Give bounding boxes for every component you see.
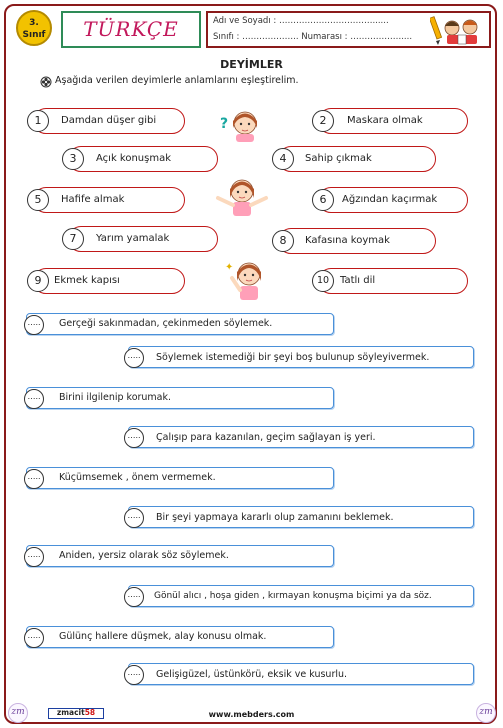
class-number-field[interactable]: Sınıfı : ……………….. Numarası : ………………....	[213, 32, 413, 42]
badge-number: 58	[84, 708, 96, 717]
grade-label: Sınıf	[22, 30, 46, 40]
page-title: DEYİMLER	[220, 58, 283, 71]
idiom-text-7: Yarım yamalak	[96, 233, 170, 244]
svg-text:?: ?	[220, 116, 229, 132]
footer-url[interactable]: www.mebders.com	[208, 710, 295, 719]
idiom-text-10: Tatlı dil	[340, 275, 376, 286]
idiom-number-1: 1	[27, 110, 49, 132]
answer-blank-3[interactable]: …..	[24, 389, 44, 409]
girl-shrugging-icon	[210, 176, 274, 218]
answer-blank-9[interactable]: …..	[24, 628, 44, 648]
idiom-text-3: Açık konuşmak	[96, 153, 172, 164]
name-field[interactable]: Adı ve Soyadı : ……………………………......	[213, 16, 389, 26]
instruction-text: Aşağıda verilen deyimlerle anlamlarını eşleştirelim.	[55, 75, 299, 86]
meaning-text-2: Söylemek istemediği bir şeyi boş bulunup söyleyivermek.	[156, 352, 430, 363]
badge-prefix: zmacit	[56, 708, 85, 717]
corner-mark-left: zm	[8, 703, 28, 723]
idiom-number-5: 5	[27, 189, 49, 211]
corner-mark-right: zm	[476, 703, 496, 723]
idiom-text-5: Hafife almak	[61, 194, 125, 205]
idiom-number-8: 8	[272, 230, 294, 252]
girl-thinking-icon	[218, 108, 264, 142]
answer-blank-10[interactable]: …..	[124, 665, 144, 685]
idiom-number-7: 7	[62, 228, 84, 250]
idiom-text-8: Kafasına koymak	[305, 235, 390, 246]
idiom-text-6: Ağzından kaçırmak	[342, 194, 438, 205]
idiom-number-2: 2	[312, 110, 334, 132]
idiom-text-9: Ekmek kapısı	[54, 275, 120, 286]
answer-blank-4[interactable]: …..	[124, 428, 144, 448]
idiom-number-10: 10	[312, 270, 334, 292]
children-reading-icon	[430, 13, 488, 46]
answer-blank-1[interactable]: …..	[24, 315, 44, 335]
meaning-text-9: Gülünç hallere düşmek, alay konusu olmak.	[59, 631, 267, 642]
pencil-icon	[430, 17, 442, 45]
answer-blank-8[interactable]: …..	[124, 587, 144, 607]
meaning-text-1: Gerçeği sakınmadan, çekinmeden söylemek.	[59, 318, 273, 329]
meaning-text-6: Bir şeyi yapmaya kararlı olup zamanını beklemek.	[156, 512, 394, 523]
meaning-text-4: Çalışıp para kazanılan, geçim sağlayan iş yeri.	[156, 432, 376, 443]
answer-blank-6[interactable]: …..	[124, 508, 144, 528]
answer-blank-5[interactable]: …..	[24, 469, 44, 489]
idiom-number-4: 4	[272, 148, 294, 170]
answer-blank-2[interactable]: …..	[124, 348, 144, 368]
flower-bullet-icon	[40, 76, 52, 88]
meaning-text-7: Aniden, yersiz olarak söz söylemek.	[59, 550, 229, 561]
svg-text:✦: ✦	[225, 262, 234, 273]
idiom-text-4: Sahip çıkmak	[305, 153, 372, 164]
meaning-text-10: Gelişigüzel, üstünkörü, eksik ve kusurlu.	[156, 669, 348, 680]
idiom-number-9: 9	[27, 270, 49, 292]
subject-title: TÜRKÇE	[83, 17, 179, 41]
meaning-text-3: Birini ilgilenip korumak.	[59, 392, 172, 403]
meaning-text-5: Küçümsemek , önem vermemek.	[59, 472, 216, 483]
idiom-text-1: Damdan düşer gibi	[61, 115, 157, 126]
girl-waving-icon	[224, 258, 270, 302]
grade-badge	[16, 10, 52, 46]
grade-number: 3.	[29, 18, 39, 28]
idiom-number-3: 3	[62, 148, 84, 170]
idiom-text-2: Maskara olmak	[347, 115, 423, 126]
meaning-text-8: Gönül alıcı , hoşa giden , kırmayan konuşma biçimi ya da söz.	[154, 591, 432, 601]
idiom-number-6: 6	[312, 189, 334, 211]
answer-blank-7[interactable]: …..	[24, 547, 44, 567]
